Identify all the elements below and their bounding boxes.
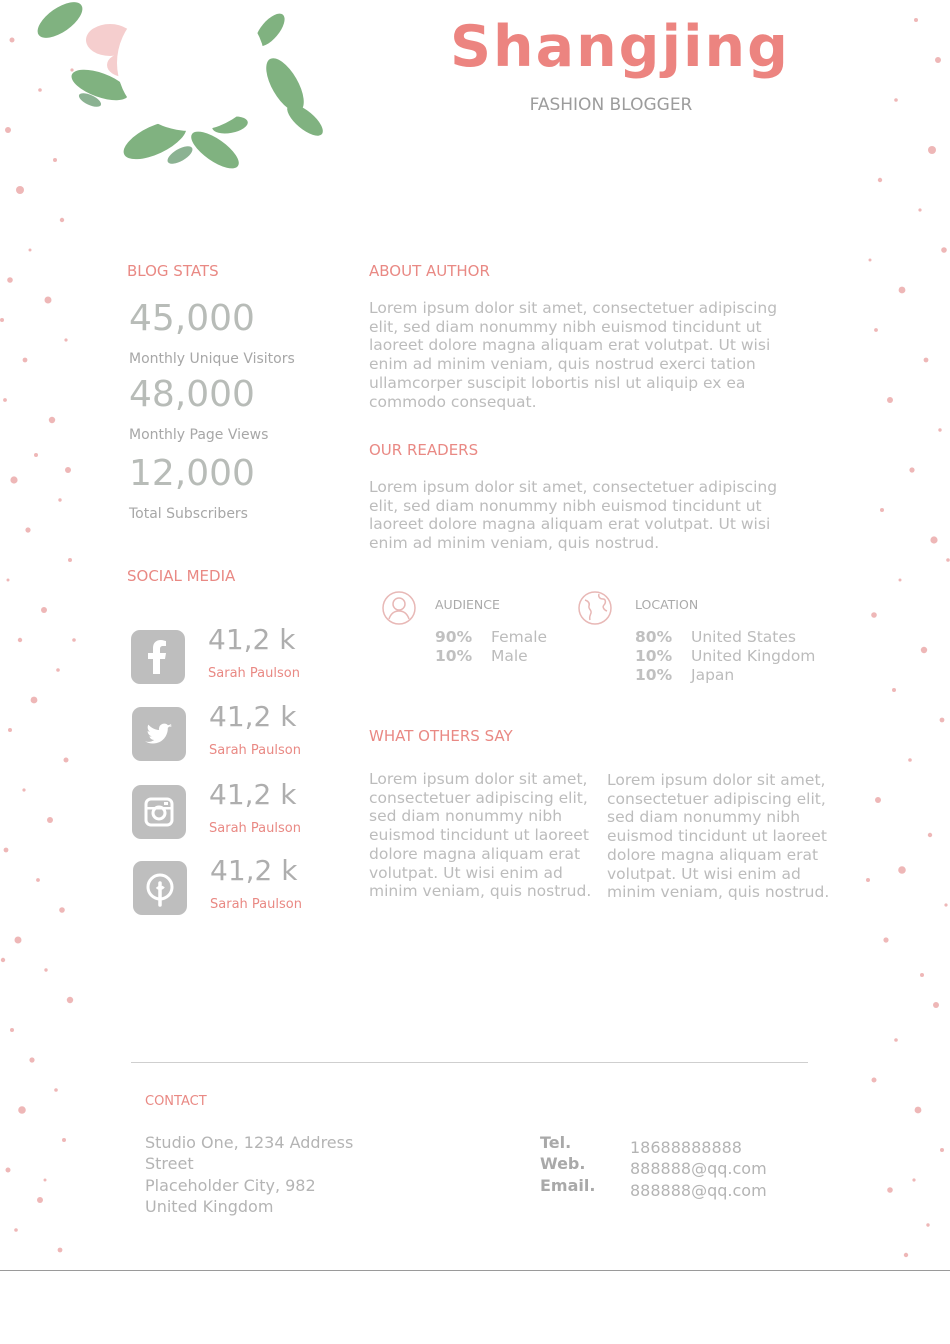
stat-value: 12,000 [129,453,255,494]
tel-value[interactable]: 18688888888 [630,1138,742,1157]
audience-percent: 10% [435,647,473,665]
stat-label: Monthly Unique Visitors [129,351,295,367]
user-icon [381,590,417,626]
page-bottom-edge [0,1270,950,1271]
location-percent: 10% [635,666,673,684]
our-readers-heading: OUR READERS [369,441,479,459]
address-line: Studio One, 1234 Address [145,1133,354,1152]
stat-label: Total Subscribers [129,506,248,522]
social-account-name[interactable]: Sarah Paulson [208,666,300,681]
facebook-icon[interactable] [131,630,185,684]
social-count: 41,2 k [209,700,297,733]
tel-label: Tel. [540,1133,572,1152]
contact-heading: CONTACT [145,1094,207,1109]
stat-value: 48,000 [129,374,255,415]
address-line: United Kingdom [145,1196,274,1216]
location-label: Japan [691,666,735,684]
location-row [635,628,796,646]
social-account-name[interactable]: Sarah Paulson [210,897,302,912]
blogger-name: Shangjing [450,14,790,80]
location-heading: LOCATION [635,597,699,612]
audience-heading: AUDIENCE [435,597,500,612]
testimonial-quote: Lorem ipsum dolor sit amet, consectetuer adipiscing elit, sed diam nonummy nibh euismod tincidunt ut laoreet dolore magna aliquam erat volutpat. Ut wisi enim ad minim veniam, quis nostrud. [607,771,830,902]
social-count: 41,2 k [208,623,296,656]
web-label: Web. [540,1154,586,1174]
about-author-text: Lorem ipsum dolor sit amet, consectetuer adipiscing elit, sed diam nonummy nibh euismod tincidunt ut laoreet dolore magna aliquam erat volutpat. Ut wisi enim ad minim veniam, quis nostrud exerci tation ullamcorper suscipit lobortis nisl ut aliquip ex ea commodo consequat. [369,299,778,411]
profile-photo-placeholder [117,0,265,131]
audience-label: Female [491,628,548,646]
social-media-heading: SOCIAL MEDIA [127,567,236,585]
blog-stats-heading: BLOG STATS [127,262,219,280]
location-percent: 80% [635,628,673,646]
testimonials-heading: WHAT OTHERS SAY [369,727,513,745]
social-count: 41,2 k [210,854,298,887]
location-label: United States [691,628,796,646]
contact-values [630,1137,767,1201]
social-account-name[interactable]: Sarah Paulson [209,743,301,758]
location-percent: 10% [635,647,673,665]
web-value[interactable]: 888888@qq.com [630,1159,767,1179]
globe-icon [577,590,613,626]
speckle-border-right [866,0,950,1270]
testimonial-quote: Lorem ipsum dolor sit amet, consectetuer adipiscing elit, sed diam nonummy nibh euismod tincidunt ut laoreet dolore magna aliquam erat volutpat. Ut wisi enim ad minim veniam, quis nostrud. [369,770,592,901]
location-row [635,666,734,684]
social-account-name[interactable]: Sarah Paulson [209,821,301,836]
blogger-subtitle: FASHION BLOGGER [529,95,693,115]
email-value[interactable]: 888888@qq.com [630,1180,767,1200]
about-author-heading: ABOUT AUTHOR [369,262,490,280]
speckle-border-left [0,0,78,1270]
location-row [635,647,815,665]
contact-keys [540,1132,595,1196]
contact-address [145,1132,353,1217]
audience-row [435,628,547,646]
audience-label: Male [491,647,528,665]
address-line: Placeholder City, 982 [145,1175,316,1195]
stat-value: 45,000 [129,298,255,339]
stat-label: Monthly Page Views [129,427,269,443]
contact-divider [131,1062,808,1063]
social-count: 41,2 k [209,778,297,811]
audience-row [435,647,528,665]
our-readers-text: Lorem ipsum dolor sit amet, consectetuer adipiscing elit, sed diam nonummy nibh euismod tincidunt ut laoreet dolore magna aliquam erat volutpat. Ut wisi enim ad minim veniam, quis nostrud. [369,478,778,553]
pinterest-icon[interactable] [133,861,187,915]
twitter-icon[interactable] [132,707,186,761]
instagram-icon[interactable] [132,785,186,839]
audience-percent: 90% [435,628,473,646]
location-label: United Kingdom [691,647,816,665]
address-line: Street [145,1154,194,1174]
email-label: Email. [540,1175,596,1195]
